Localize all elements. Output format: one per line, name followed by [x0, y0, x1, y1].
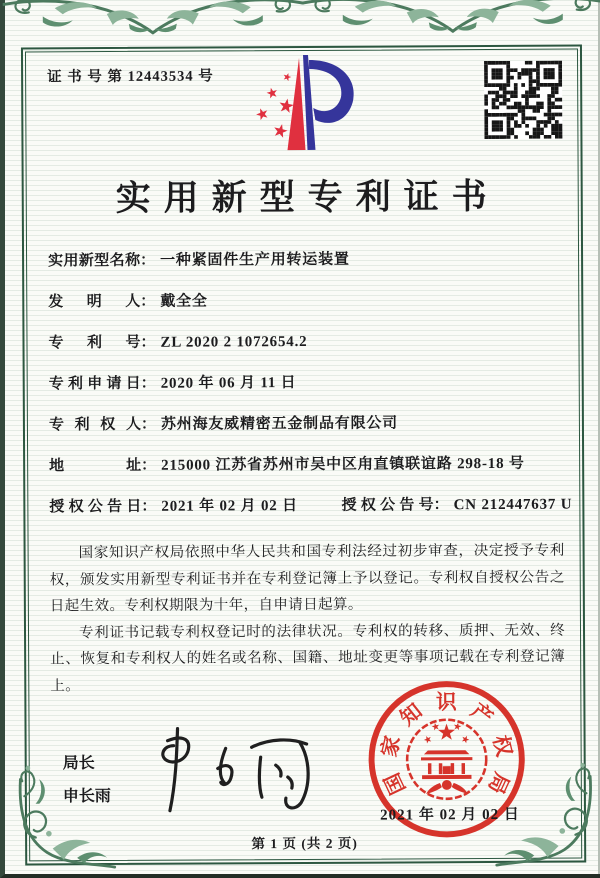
- field-row-address: [49, 454, 572, 477]
- field-label: 发明人: [48, 293, 141, 311]
- field-colon: ：: [140, 293, 156, 310]
- certificate-page: [3, 0, 600, 876]
- field-value: 2021 年 02 月 02 日: [161, 498, 298, 515]
- legal-paragraph: 国家知识产权局依照中华人民共和国专利法经过初步审查，决定授予专利权，颁发实用新型专利证书并在专利登记簿上予以登记。专利权自授权公告之日起生效。专利权期限为十年，自申请日起算。: [49, 542, 565, 615]
- grant-date-pair: [49, 496, 298, 517]
- field-colon: ：: [140, 334, 156, 351]
- page-indicator: 第 1 页 (共 2 页): [251, 835, 358, 852]
- field-colon: ：: [141, 457, 157, 474]
- svg-text:局: 局: [483, 768, 513, 797]
- field-label: 专利号: [48, 334, 141, 352]
- field-label: 专利权人: [48, 416, 141, 434]
- field-row-patentee: [49, 413, 572, 436]
- grant-no-pair: [342, 495, 573, 516]
- field-label: 专利申请日: [48, 375, 141, 393]
- field-label: 地址: [49, 457, 142, 475]
- svg-text:识: 识: [435, 691, 457, 714]
- field-colon: ：: [140, 375, 156, 392]
- floral-top-band-icon: [3, 0, 600, 39]
- field-label: 实用新型名称: [48, 252, 141, 270]
- field-row-patent-no: [48, 331, 571, 354]
- svg-text:产: 产: [466, 699, 497, 730]
- field-value: 戴全全: [160, 293, 208, 310]
- field-value: 一种紧固件生产用转运装置: [160, 251, 350, 269]
- svg-text:国: 国: [381, 769, 411, 798]
- field-row-filing-date: [49, 372, 572, 395]
- field-colon: ：: [141, 498, 157, 515]
- field-colon: ：: [140, 252, 156, 269]
- field-row-grant: [49, 495, 572, 518]
- svg-text:家: 家: [378, 733, 405, 760]
- field-value: CN 212447637 U: [453, 496, 573, 514]
- legal-paragraph: 专利证书记载专利权登记时的法律状况。专利权的转移、质押、无效、终止、恢复和专利权人的姓名或名称、国籍、地址变更等事项记载在专利登记簿上。: [50, 622, 566, 694]
- field-label: 授权公告号: [341, 497, 434, 514]
- svg-text:知: 知: [396, 700, 427, 731]
- field-value: ZL 2020 2 1072654.2: [160, 333, 308, 351]
- field-row-name: [48, 249, 571, 272]
- signer-title: 局长: [62, 755, 95, 773]
- signer-name: 申长雨: [62, 788, 111, 806]
- field-value: 苏州海友威精密五金制品有限公司: [160, 415, 399, 433]
- fields-section: [48, 249, 572, 539]
- field-colon: ：: [433, 497, 449, 514]
- field-value: 215000 江苏省苏州市吴中区甪直镇联谊路 298-18 号: [161, 455, 525, 474]
- certificate-number: 证 书 号 第 12443534 号: [47, 68, 214, 86]
- seal-date: 2021 年 02 月 02 日: [380, 806, 520, 824]
- certificate-title: 实用新型专利证书: [115, 176, 500, 218]
- svg-text:权: 权: [488, 733, 515, 759]
- signer-block: [63, 747, 111, 813]
- field-label: 授权公告日: [49, 498, 142, 516]
- handwritten-signature-icon: [139, 720, 330, 821]
- field-row-inventor: [48, 290, 571, 313]
- field-colon: ：: [140, 416, 156, 433]
- cnipa-logo-icon: [235, 50, 372, 169]
- qr-code-icon: [484, 61, 562, 139]
- field-value: 2020 年 06 月 11 日: [160, 375, 297, 392]
